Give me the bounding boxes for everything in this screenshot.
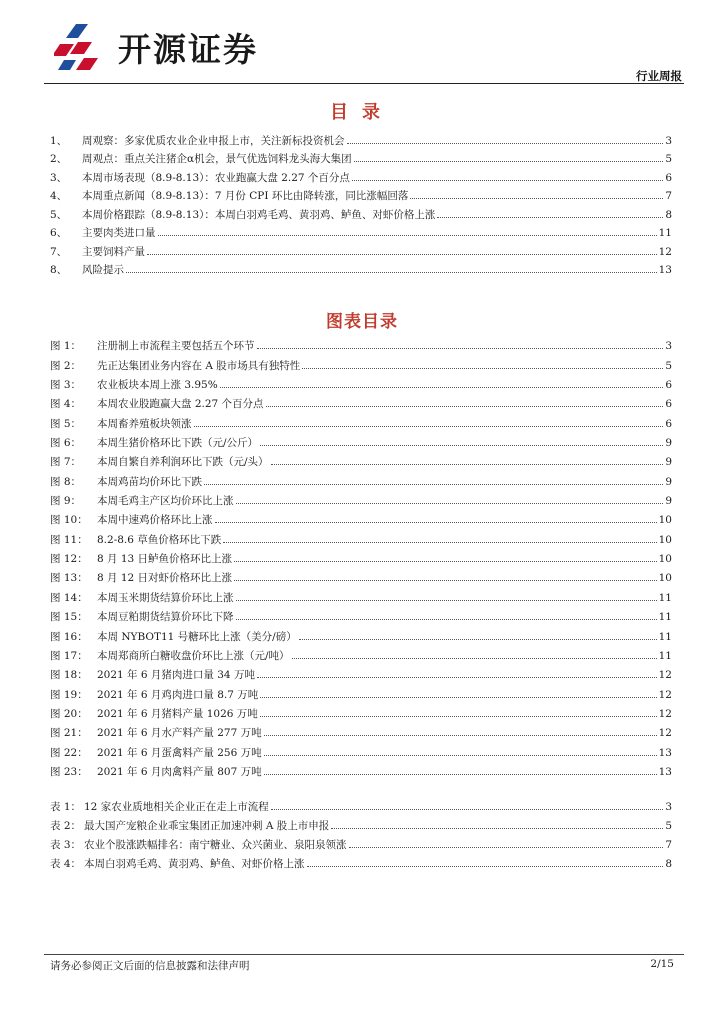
toc-list <box>50 128 672 276</box>
figure-entry-number: 图 20： <box>50 707 88 720</box>
table-entry-text: 最大国产宠粮企业乖宝集团正加速冲刺 A 股上市申报 <box>84 820 330 832</box>
toc-entry[interactable] <box>50 239 672 258</box>
toc-entry[interactable] <box>50 258 672 277</box>
toc-title: 目录 <box>330 102 394 123</box>
figure-entry-text: 2021 年 6 月鸡肉进口量 8.7 万吨 <box>97 688 259 701</box>
figure-entry-lead <box>50 340 255 352</box>
kaiyuan-logo-icon <box>54 22 104 74</box>
figure-entry-leader-dots <box>234 580 657 581</box>
figure-entry[interactable] <box>50 623 672 642</box>
figure-entry-text: 2021 年 6 月肉禽料产量 807 万吨 <box>97 765 262 778</box>
figure-entry-lead <box>50 360 300 372</box>
figure-entry-number: 图 1： <box>50 340 82 353</box>
figure-entry-number: 图 4： <box>50 398 82 411</box>
toc-entry-leader-dots <box>437 217 663 218</box>
table-entry-lead <box>50 839 347 851</box>
figure-entry-text: 2021 年 6 月水产料产量 277 万吨 <box>97 727 262 740</box>
figure-entry-number: 图 19： <box>50 688 88 701</box>
toc-entry[interactable] <box>50 184 672 203</box>
figure-entry-page: 6 <box>665 417 672 430</box>
figure-entry-lead <box>50 592 234 604</box>
figure-entry-lead <box>50 514 213 526</box>
figure-entry[interactable] <box>50 352 672 371</box>
figure-entry-page: 11 <box>658 649 672 662</box>
table-entry-number: 表 2： <box>50 820 82 832</box>
figure-entry-text: 本周 NYBOT11 号糖环比上涨（美分/磅） <box>97 630 297 643</box>
toc-entry-lead <box>50 227 156 239</box>
toc-entry-leader-dots <box>126 272 657 273</box>
figures-index-title: 图表目录 <box>326 312 398 332</box>
figure-entry-page: 9 <box>665 437 672 450</box>
figure-entry-page: 10 <box>658 572 672 585</box>
figure-entry[interactable] <box>50 701 672 720</box>
table-entry-lead <box>50 820 329 832</box>
figure-entry-lead <box>50 727 262 739</box>
figure-entry-lead <box>50 379 218 391</box>
figure-entry-text: 2021 年 6 月猪料产量 1026 万吨 <box>97 707 258 720</box>
figure-entry-lead <box>50 611 234 623</box>
figure-entry-number: 图 16： <box>50 630 88 643</box>
figure-entry-lead <box>50 689 258 701</box>
figure-entry[interactable] <box>50 662 672 681</box>
figure-entry-text: 2021 年 6 月猪肉进口量 34 万吨 <box>97 669 255 682</box>
figure-entry-lead <box>50 418 192 430</box>
figure-entry-number: 图 15： <box>50 611 88 624</box>
figure-entry-page: 3 <box>665 340 672 353</box>
figure-entry[interactable] <box>50 546 672 565</box>
toc-entry-text: 风险提示 <box>82 264 124 276</box>
figure-entry[interactable] <box>50 333 672 352</box>
figure-entry-lead <box>50 708 258 720</box>
figure-entry-lead <box>50 631 297 643</box>
figure-entry-number: 图 22： <box>50 746 88 759</box>
figure-entry-text: 本周自繁自养利润环比下跌（元/头） <box>97 456 269 469</box>
figure-entry-page: 13 <box>658 746 672 759</box>
figure-entry-page: 9 <box>665 495 672 508</box>
figure-entry-leader-dots <box>299 639 657 640</box>
figure-entry[interactable] <box>50 643 672 662</box>
figure-entry-page: 12 <box>658 707 672 720</box>
toc-entry[interactable] <box>50 165 672 184</box>
toc-entry-number: 2、 <box>50 153 68 165</box>
figure-entry[interactable] <box>50 526 672 545</box>
figure-entry-lead <box>50 669 255 681</box>
toc-entry-text: 本周重点新闻（8.9-8.13）：7 月份 CPI 环比由降转涨，同比涨幅回落 <box>82 190 409 202</box>
figure-entry-number: 图 7： <box>50 456 82 469</box>
tables-list <box>50 794 672 870</box>
figure-entry-leader-dots <box>236 600 657 601</box>
toc-entry-number: 6、 <box>50 227 68 239</box>
figure-entry-number: 图 9： <box>50 495 82 508</box>
toc-entry-leader-dots <box>410 198 663 199</box>
toc-entry-page: 13 <box>658 264 672 276</box>
figure-entry-leader-dots <box>194 426 664 427</box>
table-entry[interactable] <box>50 832 672 851</box>
figure-entry-number: 图 3： <box>50 379 82 392</box>
figure-entry-lead <box>50 437 258 449</box>
figure-entry[interactable] <box>50 759 672 778</box>
figure-entry-text: 本周毛鸡主产区均价环比上涨 <box>97 495 234 508</box>
toc-entry-page: 8 <box>665 208 672 221</box>
figure-entry-leader-dots <box>236 503 664 504</box>
figure-entry-leader-dots <box>302 368 663 369</box>
toc-entry[interactable] <box>50 147 672 166</box>
figure-entry-lead <box>50 650 290 662</box>
figure-entry-leader-dots <box>257 677 657 678</box>
figure-entry-leader-dots <box>234 561 657 562</box>
figure-entry-leader-dots <box>215 522 657 523</box>
figure-entry-leader-dots <box>220 387 664 388</box>
figure-entry-text: 8 月 13 日鲈鱼价格环比上涨 <box>97 553 233 566</box>
page-header <box>44 14 684 86</box>
figure-entry-page: 5 <box>665 359 672 372</box>
footer-divider <box>44 954 684 955</box>
figure-entry-page: 12 <box>658 727 672 740</box>
figure-entry-number: 图 8： <box>50 475 82 488</box>
table-entry-number: 表 1： <box>50 801 82 813</box>
figure-entry-lead <box>50 572 232 584</box>
table-entry-number: 表 3： <box>50 839 82 851</box>
figure-entry-text: 农业板块本周上涨 3.95% <box>97 379 218 392</box>
figure-entry-text: 本周玉米期货结算价环比上涨 <box>97 591 234 604</box>
figure-entry-text: 注册制上市流程主要包括五个环节 <box>97 340 255 353</box>
toc-entry-lead <box>50 153 352 165</box>
table-entry-number: 表 4： <box>50 858 82 870</box>
toc-entry[interactable] <box>50 221 672 240</box>
figure-entry[interactable] <box>50 449 672 468</box>
brand-name: 开源证券 <box>118 30 258 69</box>
figure-entry-lead <box>50 456 269 468</box>
toc-entry-lead <box>50 209 435 221</box>
figure-entry-text: 本周郑商所白糖收盘价环比上涨（元/吨） <box>97 649 290 662</box>
toc-entry-text: 本周价格跟踪（8.9-8.13）：本周白羽鸡毛鸡、黄羽鸡、鲈鱼、对虾价格上涨 <box>82 208 436 221</box>
toc-entry-text: 周观点：重点关注猪企α机会，景气优选饲料龙头海大集团 <box>82 153 352 165</box>
figure-entry-page: 6 <box>665 398 672 411</box>
toc-entry-leader-dots <box>352 180 663 181</box>
figure-entry-page: 9 <box>665 475 672 488</box>
toc-entry-lead <box>50 172 350 184</box>
figure-entry-lead <box>50 747 262 759</box>
toc-entry[interactable] <box>50 202 672 221</box>
figure-entry-number: 图 23： <box>50 765 88 778</box>
toc-entry-page: 5 <box>665 153 672 165</box>
table-entry[interactable] <box>50 851 672 870</box>
toc-entry-lead <box>50 135 345 147</box>
figure-entry-number: 图 12： <box>50 553 88 566</box>
figure-entry-lead <box>50 495 234 507</box>
table-entry-lead <box>50 858 305 870</box>
figure-entry-text: 本周生猪价格环比下跌（元/公斤） <box>97 437 259 450</box>
figure-entry-leader-dots <box>264 755 657 756</box>
table-entry[interactable] <box>50 813 672 832</box>
figure-entry-leader-dots <box>260 697 656 698</box>
table-entry-lead <box>50 801 269 813</box>
figure-entry-text: 本周中速鸡价格环比上涨 <box>97 514 213 527</box>
toc-entry-leader-dots <box>158 235 657 236</box>
table-entry-page: 3 <box>665 801 672 813</box>
figure-entry-page: 6 <box>665 379 672 392</box>
toc-entry-text: 主要饲料产量 <box>82 245 145 258</box>
table-entry[interactable] <box>50 794 672 813</box>
figure-entry-page: 13 <box>658 765 672 778</box>
figure-entry-page: 10 <box>658 533 672 546</box>
figure-entry[interactable] <box>50 739 672 758</box>
figure-entry[interactable] <box>50 584 672 603</box>
table-entry-page: 8 <box>665 858 672 870</box>
page-number: 2/15 <box>650 958 674 970</box>
figure-entry-leader-dots <box>264 774 657 775</box>
figure-entry-number: 图 13： <box>50 572 88 585</box>
figure-entry-leader-dots <box>271 464 664 465</box>
toc-entry-text: 周观察：多家优质农业企业申报上市，关注新标投资机会 <box>82 134 345 147</box>
toc-entry-number: 8、 <box>50 264 68 276</box>
toc-entry-leader-dots <box>354 161 664 162</box>
figure-entry-leader-dots <box>236 619 657 620</box>
figure-entry-number: 图 5： <box>50 417 82 430</box>
figure-entry-number: 图 18： <box>50 669 88 682</box>
figure-entry-lead <box>50 398 264 410</box>
figure-entry[interactable] <box>50 488 672 507</box>
toc-entry-page: 3 <box>665 134 672 147</box>
toc-entry[interactable] <box>50 128 672 147</box>
figure-entry-text: 2021 年 6 月蛋禽料产量 256 万吨 <box>97 746 262 759</box>
figure-entry-text: 本周鸡苗均价环比下跌 <box>97 475 202 488</box>
figure-entry-number: 图 10： <box>50 514 88 527</box>
figure-entry-text: 8 月 12 日对虾价格环比上涨 <box>97 572 233 585</box>
document-type: 行业周报 <box>636 69 682 83</box>
figure-entry-text: 先正达集团业务内容在 A 股市场具有独特性 <box>97 359 301 372</box>
figure-entry-leader-dots <box>257 348 664 349</box>
figure-entry-page: 11 <box>658 591 672 604</box>
toc-entry-text: 本周市场表现（8.9-8.13）：农业跑赢大盘 2.27 个百分点 <box>82 171 350 184</box>
toc-entry-leader-dots <box>347 143 664 144</box>
toc-entry-leader-dots <box>147 254 657 255</box>
figure-entry[interactable] <box>50 410 672 429</box>
figure-entry[interactable] <box>50 720 672 739</box>
figure-entry-page: 11 <box>658 630 672 643</box>
figure-entry-page: 11 <box>658 611 672 624</box>
header-divider <box>44 83 684 84</box>
table-entry-leader-dots <box>349 847 664 848</box>
figure-entry[interactable] <box>50 372 672 391</box>
toc-entry-page: 7 <box>665 190 672 202</box>
figure-entry-text: 本周农业股跑赢大盘 2.27 个百分点 <box>97 398 264 411</box>
table-entry-leader-dots <box>331 828 663 829</box>
figure-entry-number: 图 6： <box>50 437 82 450</box>
figure-entry[interactable] <box>50 391 672 410</box>
figure-entry-leader-dots <box>204 484 663 485</box>
figure-entry-number: 图 11： <box>50 533 88 546</box>
table-entry-leader-dots <box>271 809 664 810</box>
toc-entry-number: 1、 <box>50 134 68 147</box>
table-entry-text: 本周白羽鸡毛鸡、黄羽鸡、鲈鱼、对虾价格上涨 <box>84 858 305 870</box>
figure-entry-page: 10 <box>658 553 672 566</box>
figure-entry-number: 图 2： <box>50 359 82 372</box>
figure-entry[interactable] <box>50 681 672 700</box>
toc-entry-page: 11 <box>658 227 672 239</box>
toc-entry-lead <box>50 190 408 202</box>
figure-entry[interactable] <box>50 565 672 584</box>
figure-entry[interactable] <box>50 468 672 487</box>
figure-entry[interactable] <box>50 430 672 449</box>
figure-entry[interactable] <box>50 507 672 526</box>
figure-entry-lead <box>50 766 262 778</box>
figure-entry-text: 本周畜养殖板块领涨 <box>97 417 192 430</box>
table-entry-page: 7 <box>665 839 672 851</box>
figure-entry-page: 12 <box>658 688 672 701</box>
figure-entry-lead <box>50 553 232 565</box>
figure-entry[interactable] <box>50 604 672 623</box>
table-entry-leader-dots <box>307 866 664 867</box>
figure-entry-leader-dots <box>260 716 657 717</box>
figure-entry-page: 9 <box>665 456 672 469</box>
table-entry-page: 5 <box>665 820 672 832</box>
figure-entry-text: 本周豆粕期货结算价环比下降 <box>97 611 234 624</box>
table-entry-text: 农业个股涨跌幅排名：南宁糖业、众兴菌业、泉阳泉领涨 <box>84 839 347 851</box>
toc-entry-number: 5、 <box>50 208 68 221</box>
figures-list <box>50 333 672 778</box>
toc-entry-lead <box>50 246 145 258</box>
toc-entry-number: 7、 <box>50 245 68 258</box>
toc-entry-page: 6 <box>665 171 672 184</box>
toc-entry-page: 12 <box>658 245 672 258</box>
figure-entry-lead <box>50 534 221 546</box>
figure-entry-number: 图 14： <box>50 591 88 604</box>
figure-entry-lead <box>50 476 202 488</box>
figure-entry-number: 图 17： <box>50 649 88 662</box>
toc-entry-lead <box>50 264 124 276</box>
figure-entry-page: 10 <box>658 514 672 527</box>
toc-entry-number: 3、 <box>50 171 68 184</box>
figure-entry-leader-dots <box>266 406 664 407</box>
toc-entry-number: 4、 <box>50 190 68 202</box>
figure-entry-page: 12 <box>658 669 672 682</box>
toc-entry-text: 主要肉类进口量 <box>82 227 156 239</box>
figure-entry-leader-dots <box>223 542 656 543</box>
figure-entry-number: 图 21： <box>50 727 88 740</box>
figure-entry-leader-dots <box>292 658 657 659</box>
disclaimer-note: 请务必参阅正文后面的信息披露和法律声明 <box>50 960 250 972</box>
figure-entry-leader-dots <box>260 445 663 446</box>
table-entry-text: 12 家农业质地相关企业正在走上市流程 <box>84 801 269 813</box>
figure-entry-leader-dots <box>264 735 657 736</box>
figure-entry-text: 8.2-8.6 草鱼价格环比下跌 <box>97 533 222 546</box>
